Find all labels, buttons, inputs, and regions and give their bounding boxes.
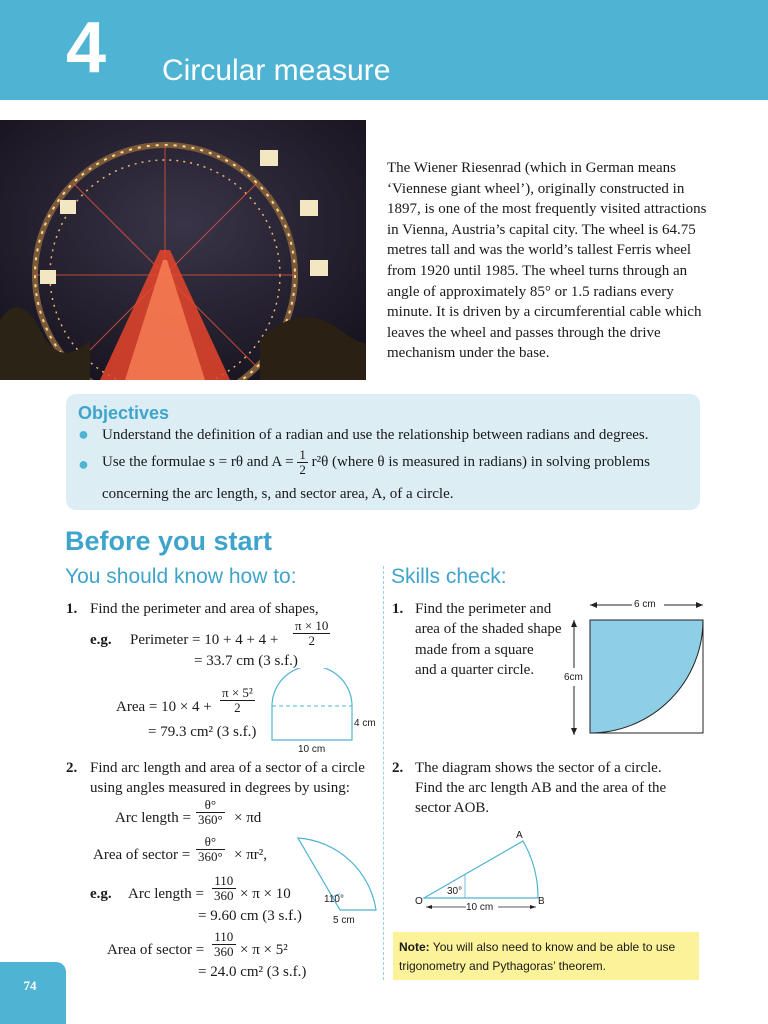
right-q2-line1: The diagram shows the sector of a circle. (415, 760, 662, 776)
arc-length-fraction: $\frac{\theta^\circ}{360^\circ}$ (198, 797, 223, 827)
shape-height-label: 4 cm (354, 718, 376, 729)
ferris-wheel-photo (0, 120, 366, 380)
example-arc-lhs: Arc length = (128, 886, 204, 902)
area-fraction: $\frac{\text{π × 5²}}{2}$ (222, 685, 253, 715)
chapter-number: 4 (66, 8, 107, 88)
note-line2: trigonometry and Pythagoras’ theorem. (399, 959, 606, 973)
chapter-title: Circular measure (162, 54, 391, 87)
left-q2-line2: using angles measured in degrees by using: (90, 780, 350, 796)
objective-2-end: r²θ (where θ is measured in radians) in solving problems (311, 454, 650, 470)
objectives-box (66, 394, 700, 510)
bullet-icon: ● (78, 424, 89, 444)
perimeter-fraction: $\frac{\pi \times 10}{2}$ (295, 618, 329, 648)
example-sector-fraction: $\frac{110}{360}$ (214, 929, 234, 959)
perimeter-lhs: Perimeter = 10 + 4 + 4 + (130, 632, 279, 648)
note-text (399, 938, 675, 976)
sector-area-rhs: × πr², (234, 847, 268, 863)
left-q2-line1: Find arc length and area of a sector of a circle (90, 760, 365, 776)
right-q1-line1: Find the perimeter and (415, 601, 552, 617)
objective-2-line2: concerning the arc length, s, and sector area, A, of a circle. (102, 486, 454, 502)
left-q2-number: 2. (66, 760, 78, 776)
sector-area-lhs: Area of sector = (93, 847, 191, 863)
sector-angle-label: 110° (324, 894, 344, 905)
left-column-heading: You should know how to: (65, 565, 297, 588)
point-b-label: B (538, 896, 545, 907)
objectives-title: Objectives (78, 403, 170, 423)
square-width-label: 6 cm (634, 599, 656, 610)
example-sector-rhs: × π × 5² (240, 942, 288, 958)
right-column-heading: Skills check: (391, 565, 507, 588)
right-q1-line4: and a quarter circle. (415, 662, 535, 678)
right-q2-line3: sector AOB. (415, 800, 490, 816)
fraction-half: $\frac{1}{2}$ (299, 447, 306, 478)
example-arc-fraction: $\frac{110}{360}$ (214, 873, 234, 903)
example-sector-lhs: Area of sector = (107, 942, 205, 958)
page-number: 74 (23, 978, 37, 993)
perimeter-result: = 33.7 cm (3 s.f.) (194, 653, 298, 669)
example-arc-result: = 9.60 cm (3 s.f.) (198, 908, 302, 924)
eg-label: e.g. (90, 632, 112, 648)
right-q2-number: 2. (392, 760, 404, 776)
example-sector-result: = 24.0 cm² (3 s.f.) (198, 964, 307, 980)
point-a-label: A (516, 830, 523, 841)
bullet-icon: ● (78, 454, 89, 474)
ferris-wheel-illustration (0, 120, 366, 380)
angle-30-label: 30° (447, 886, 463, 897)
sector-area-fraction: $\frac{\theta^\circ}{360^\circ}$ (198, 834, 223, 864)
before-you-start-title: Before you start (65, 526, 273, 556)
note-line1: You will also need to know and be able to use (429, 940, 676, 954)
column-divider (383, 566, 384, 980)
chapter-header (0, 0, 768, 100)
area-result: = 79.3 cm² (3 s.f.) (148, 724, 257, 740)
left-q1-text: Find the perimeter and area of shapes, (90, 601, 319, 617)
example-arc-rhs: × π × 10 (240, 886, 291, 902)
shape-width-label: 10 cm (298, 744, 326, 755)
note-box (393, 932, 699, 980)
radius-10-label: 10 cm (466, 902, 494, 913)
page-number-tab (0, 962, 66, 1024)
objective-2-start: Use the formulae s = rθ and A = (102, 454, 294, 470)
eg-label-2: e.g. (90, 886, 112, 902)
left-q1-number: 1. (66, 601, 78, 617)
sector-radius-label: 5 cm (333, 915, 355, 926)
right-q1-number: 1. (392, 601, 404, 617)
arc-length-lhs: Arc length = (115, 810, 191, 826)
point-o-label: O (415, 896, 423, 907)
area-lhs: Area = 10 × 4 + (116, 699, 212, 715)
arc-length-rhs: × πd (234, 810, 262, 826)
objective-2 (102, 448, 650, 477)
note-label: Note: (399, 940, 430, 954)
right-q1-line3: made from a square (415, 642, 534, 658)
objective-1: Understand the definition of a radian and use the relationship between radians and degrees. (102, 427, 649, 443)
square-height-label: 6cm (564, 672, 583, 683)
right-q1-line2: area of the shaded shape (415, 621, 562, 637)
right-q2-line2: Find the arc length AB and the area of the (415, 780, 667, 796)
intro-paragraph: The Wiener Riesenrad (which in German means ‘Viennese giant wheel’), originally constructed in 1897, is one of the most frequently visited attractions in Vienna, Austria’s capital city. The wheel is 64.75 metres tall and was the world’s tallest Ferris wheel from 1920 until 1985. The wheel turns through an angle of approximately 85° or 1.5 radians every minute. It is driven by a circumferential cable which leaves the wheel and passes through the drive mechanism under the base. (387, 160, 707, 362)
